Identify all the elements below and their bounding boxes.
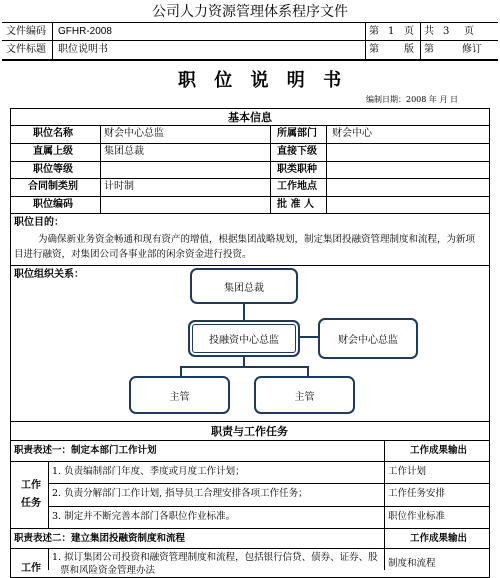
page-unit: 页 [404, 26, 414, 37]
doc-code-value: GFHR-2008 [58, 26, 112, 37]
org-box-president [190, 268, 298, 304]
task-2-1-line-2: 票和风险资金管理办法 [60, 565, 156, 576]
connector-sub-horizontal [180, 366, 309, 368]
prepared-date: 编制日期：2008 年 月 日 [366, 95, 458, 104]
org-box-peer [318, 318, 418, 359]
duty-2-label: 职责表述二：建立集团投融资制度和流程 [14, 533, 186, 544]
direct-subordinate-label: 直接下级 [277, 146, 317, 157]
org-box-current-position-text: 投融资中心总监 [209, 335, 279, 346]
doc-title-label: 文件标题 [6, 44, 46, 55]
position-name-label: 职位名称 [33, 128, 73, 139]
task-label-line-1: 工作 [21, 480, 41, 491]
total-unit: 页 [464, 26, 474, 37]
task-1: 1. 负责编制部门年度、季度或月度工作计划； [52, 466, 245, 477]
edition-unit: 版 [404, 44, 414, 55]
org-box-subordinate-1-text: 主管 [169, 391, 190, 403]
org-box-subordinate-2-text: 主管 [294, 391, 315, 403]
doc-code-label: 文件编码 [6, 26, 46, 37]
revision-label: 第 [424, 44, 434, 55]
task-3-output: 职位作业标准 [388, 511, 446, 522]
org-box-peer-text: 财会中心总监 [338, 335, 398, 346]
direct-superior-label: 直属上级 [33, 146, 73, 157]
page-number: 1 [388, 26, 395, 37]
department-label: 所属部门 [277, 128, 317, 139]
task-2-output: 工作任务安排 [388, 488, 446, 499]
basic-info-title: 基本信息 [228, 111, 272, 124]
main-title: 职 位 说 明 书 [178, 70, 348, 91]
purpose-line-1: 为确保新业务资金畅通和现有资产的增值，根据集团战略规划，制定集团投融资管理制度和流程，为新项 [38, 234, 476, 245]
purpose-line-2: 目进行融资，对集团公司各事业部的闲余资金进行投资。 [14, 249, 252, 260]
task-2-1-line-1: 1. 拟订集团公司投资和融资管理制度和流程，包括银行信贷、债券、证券、股 [52, 552, 378, 563]
duty-1-output-header: 工作成果输出 [410, 445, 468, 456]
task-2-1-output: 制度和流程 [388, 558, 436, 569]
position-name-value: 财会中心总监 [104, 128, 164, 139]
position-category-label: 职类职种 [277, 164, 317, 175]
task-label-line-2: 任务 [21, 498, 41, 509]
duty-2-output-header: 工作成果输出 [410, 533, 468, 544]
contract-type-label: 合同制类别 [28, 181, 78, 192]
task-label-duty-2: 工作 [21, 563, 41, 574]
approver-label: 批 准 人 [277, 199, 314, 210]
purpose-label: 职位目的： [14, 217, 64, 228]
work-location-label: 工作地点 [277, 181, 317, 192]
task-1-output: 工作计划 [388, 466, 427, 477]
duty-1-label: 职责表述一：制定本部门工作计划 [14, 445, 157, 456]
department-value: 财会中心 [332, 128, 372, 139]
company-title: 公司人力资源管理体系程序文件 [152, 4, 348, 20]
page-label: 第 [369, 26, 379, 37]
duties-title: 职责与工作任务 [211, 425, 288, 438]
contract-type-value: 计时制 [104, 181, 134, 192]
task-2: 2. 负责分解部门工作计划, 指导员工合理安排各项工作任务； [52, 488, 308, 499]
org-box-subordinate-1 [129, 376, 230, 414]
org-box-subordinate-2 [254, 376, 355, 414]
revision-unit: 修订 [462, 44, 482, 55]
position-code-label: 职位编码 [33, 199, 73, 210]
connector-top-vertical [243, 303, 245, 321]
org-box-president-text: 集团总裁 [224, 282, 264, 294]
total-label: 共 [424, 26, 434, 37]
connector-peer-horizontal [299, 336, 319, 338]
position-level-label: 职位等级 [33, 164, 73, 175]
org-box-current-position [188, 320, 300, 357]
task-3: 3. 制定并不断完善本部门各职位作业标准。 [52, 511, 236, 522]
edition-label: 第 [369, 44, 379, 55]
org-chart-label: 职位组织关系： [14, 269, 84, 280]
direct-superior-value: 集团总裁 [104, 146, 144, 157]
doc-title-value: 职位说明书 [58, 44, 108, 55]
total-pages: 3 [443, 26, 450, 37]
